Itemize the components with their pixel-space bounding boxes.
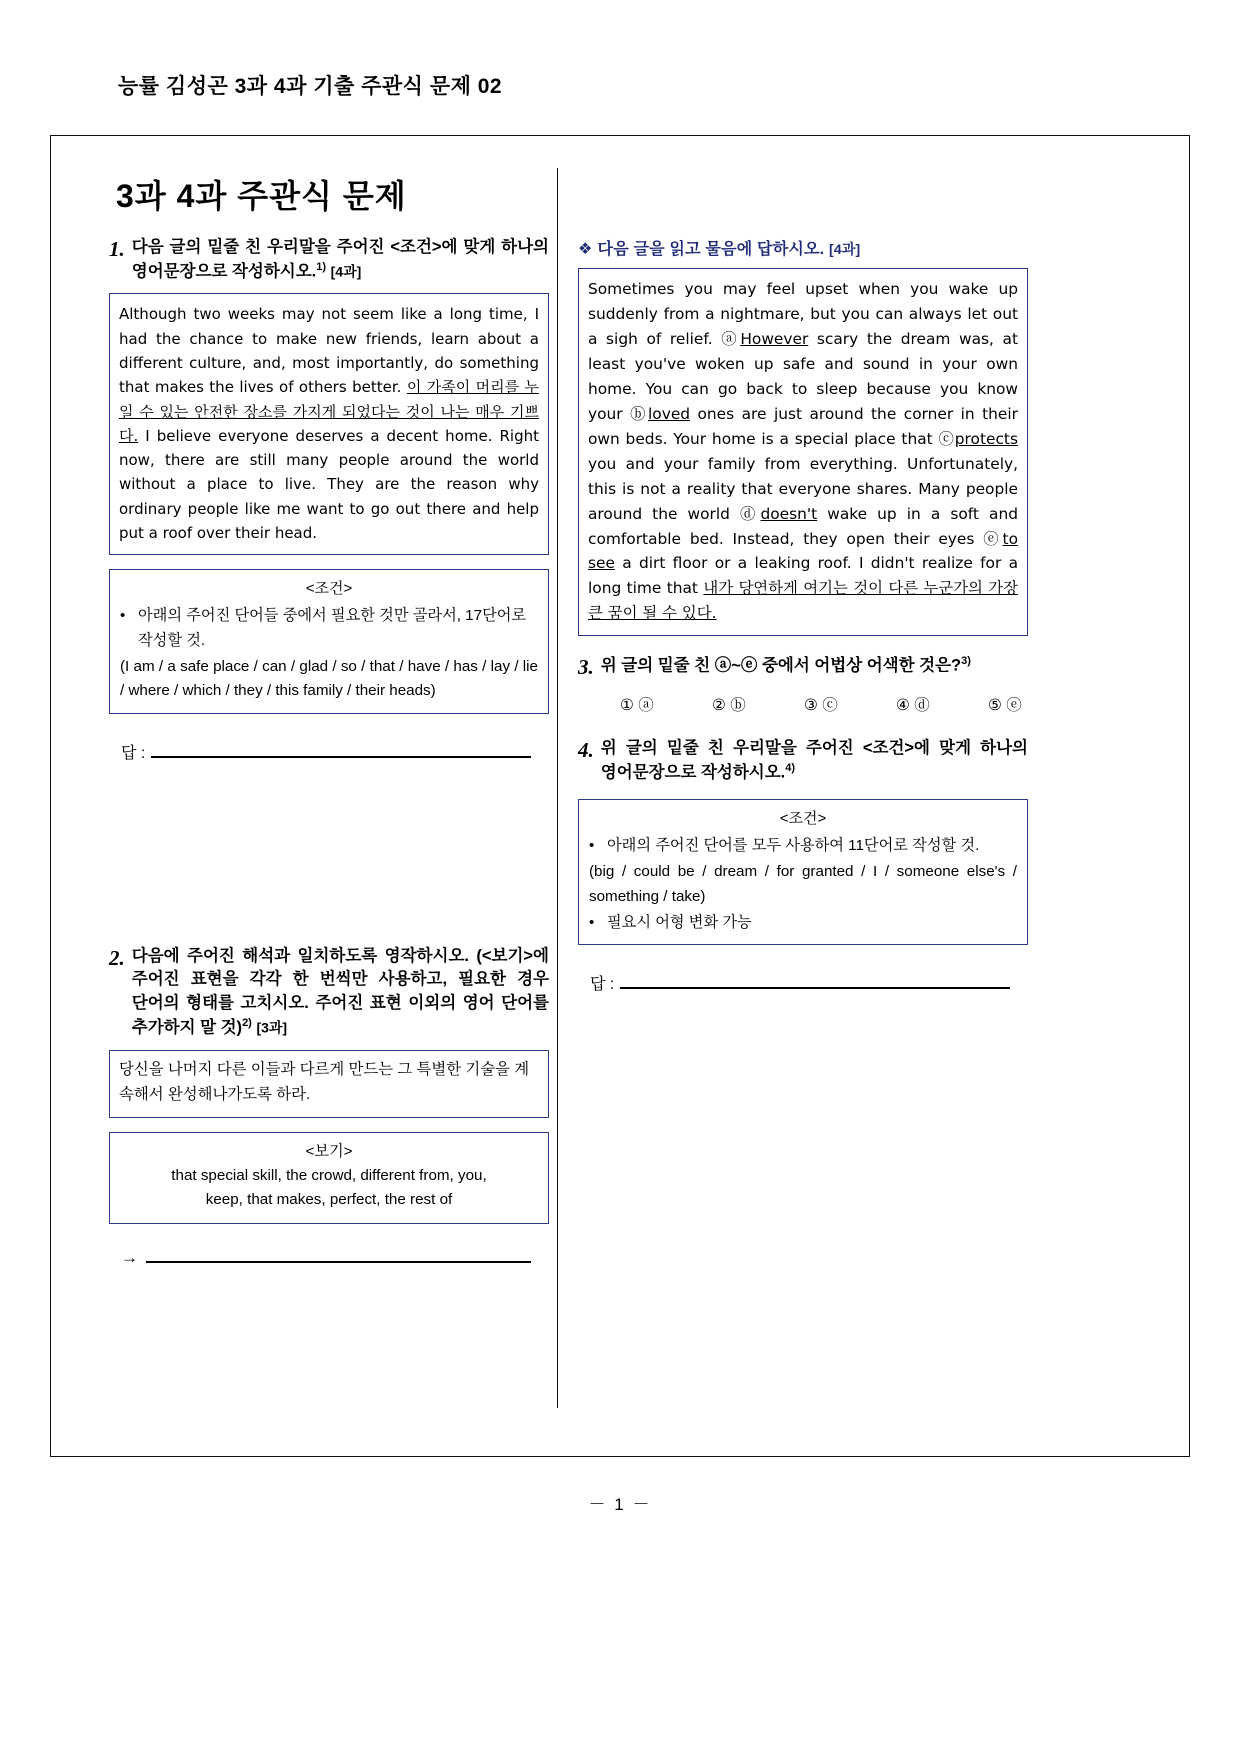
question-2-unit-tag: [3과] — [256, 1019, 288, 1036]
column-spacer — [109, 769, 549, 945]
question-2-korean-sentence: 당신을 나머지 다른 이들과 다르게 만드는 그 특별한 기술을 계속해서 완성해나가도록 하라. — [109, 1050, 549, 1118]
choice-3-number: ③ — [804, 696, 818, 714]
question-2-number: 2. — [109, 945, 125, 970]
question-4-answer-blank[interactable] — [620, 974, 1010, 989]
document-header: 능률 김성곤 3과 4과 기출 주관식 문제 02 — [118, 75, 503, 98]
question-4-condition-box — [578, 799, 1028, 945]
question-2-bogi-line-2: keep, that makes, perfect, the rest of — [205, 1191, 453, 1209]
question-3-heading — [578, 654, 1028, 680]
question-4-answer-line[interactable] — [578, 971, 1028, 994]
passage-mark-e: ⓔ — [983, 529, 1003, 548]
question-4-heading — [578, 737, 1028, 785]
bullet-icon: • — [589, 836, 595, 854]
question-4 — [578, 737, 1028, 995]
question-3-prompt-text: 위 글의 밑줄 친 ⓐ~ⓔ 중에서 어법상 어색한 것은? — [600, 656, 962, 675]
choice-4[interactable] — [896, 693, 988, 715]
question-1-unit-tag: [4과] — [330, 263, 362, 280]
passage-mark-c-text: protects — [954, 429, 1018, 448]
choice-3-letter: ⓒ — [822, 696, 838, 714]
choice-5-letter: ⓔ — [1006, 696, 1022, 714]
passage-mark-b-text: loved — [648, 404, 691, 423]
question-2-prompt-text: 다음에 주어진 해석과 일치하도록 영작하시오. (<보기>에 주어진 표현을 각각 한 번씩만 사용하고, 필요한 경우 단어의 형태를 고치시오. 주어진 표현 이외의 영어 단어를 추가하지 말 것) — [131, 946, 549, 1037]
right-column — [578, 236, 1028, 1000]
question-1-answer-label: 답 : — [121, 744, 146, 762]
question-2-bogi-title: <보기> — [305, 1142, 353, 1160]
left-column — [109, 236, 549, 1274]
choice-4-number: ④ — [896, 696, 910, 714]
question-1-prompt-text: 다음 글의 밑줄 친 우리말을 주어진 <조건>에 맞게 하나의 영어문장으로 작성하시오. — [131, 238, 549, 281]
question-2-bogi-box — [109, 1132, 549, 1224]
passage-2-s6: a dirt floor or a leaking roof. I didn't realize for a long time that — [588, 554, 1018, 598]
passage-2-s2: scary the dream was, at least you've woken up safe and sound in your own home. You can go back to sleep because you know your — [588, 329, 1018, 423]
question-2-answer-line[interactable] — [109, 1248, 549, 1268]
choice-2[interactable] — [712, 693, 804, 715]
question-3-choices — [578, 693, 1028, 715]
question-1-heading — [109, 236, 549, 284]
question-2-heading — [109, 945, 549, 1041]
question-2-answer-blank[interactable] — [146, 1248, 531, 1263]
question-4-answer-label: 답 : — [590, 976, 615, 994]
question-4-condition-bullet-1: 아래의 주어진 단어를 모두 사용하여 11단어로 작성할 것. — [607, 836, 980, 854]
question-1-footnote: 1) — [316, 260, 327, 273]
passage-2-underlined-korean: 내가 당연하게 여기는 것이 다른 누군가의 가장 큰 꿈이 될 수 있다. — [588, 579, 1018, 623]
reading-section-unit-tag: [4과] — [828, 241, 861, 257]
page-number: － 1 － — [588, 1495, 652, 1514]
question-4-condition-words: (big / could be / dream / for granted / I / someone else's / something / take) — [589, 863, 1017, 905]
passage-2-s5: wake up in a soft and comfortable bed. Instead, they open their eyes — [588, 504, 1018, 548]
reading-section-heading-text: 다음 글을 읽고 물음에 답하시오. — [597, 241, 825, 258]
choice-2-number: ② — [712, 696, 726, 714]
passage-2-s1: Sometimes you may feel upset when you wake up suddenly from a nightmare, but you can always let out a sigh of relief. — [588, 280, 1018, 348]
question-4-condition-bullet-row-1 — [589, 834, 1017, 858]
page-frame — [50, 135, 1190, 1457]
choice-5-number: ⑤ — [988, 696, 1002, 714]
question-2-footnote: 2) — [242, 1017, 252, 1030]
question-3-prompt — [601, 654, 1028, 678]
passage-1-underlined-korean: 이 가족이 머리를 누일 수 있는 안전한 장소를 가지게 되었다는 것이 나는 매우 기쁘다. — [119, 378, 539, 445]
passage-2-s4: you and your family from everything. Unfortunately, this is not a reality that everyone shares. Many people around the world — [588, 454, 1018, 523]
question-4-number: 4. — [578, 737, 594, 762]
page-title: 3과 4과 주관식 문제 — [116, 178, 407, 214]
question-2-prompt — [132, 945, 549, 1041]
choice-3[interactable] — [804, 693, 896, 715]
passage-1-part1: Although two weeks may not seem like a long time, I had the chance to make new friends, learn about a different culture, and, most importantly, do something that makes the lives of others better. — [119, 305, 539, 397]
question-1-passage — [109, 293, 549, 555]
question-4-condition-title: <조건> — [779, 809, 827, 827]
choice-1-number: ① — [620, 696, 634, 714]
choice-1[interactable] — [620, 693, 712, 715]
reading-section-heading — [578, 236, 1028, 259]
question-3-footnote: 3) — [961, 655, 971, 668]
bullet-icon: • — [120, 607, 126, 625]
question-4-footnote: 4) — [785, 761, 796, 774]
question-1-answer-line[interactable] — [109, 740, 549, 763]
column-divider — [557, 168, 558, 1408]
passage-mark-c: ⓒ — [938, 429, 955, 448]
choice-1-letter: ⓐ — [638, 696, 654, 714]
question-4-condition-bullet-2: 필요시 어형 변화 가능 — [607, 913, 752, 931]
question-3-number: 3. — [578, 655, 594, 680]
question-1 — [109, 236, 549, 763]
arrow-right-icon: → — [121, 1247, 138, 1267]
passage-mark-b: ⓑ — [630, 404, 649, 423]
passage-mark-a: ⓐ — [721, 329, 741, 348]
question-3 — [578, 654, 1028, 714]
choice-2-letter: ⓑ — [730, 696, 746, 714]
passage-mark-d-text: doesn't — [760, 504, 818, 523]
diamond-icon: ❖ — [578, 241, 593, 258]
passage-mark-d: ⓓ — [739, 504, 761, 523]
passage-mark-a-text: However — [740, 329, 809, 348]
question-4-prompt-text: 위 글의 밑줄 친 우리말을 주어진 <조건>에 맞게 하나의 영어문장으로 작성하시오. — [600, 738, 1028, 782]
question-2-bogi-line-1: that special skill, the crowd, different from, you, — [171, 1166, 487, 1184]
question-4-condition-bullet-row-2 — [589, 911, 1017, 935]
question-1-condition-bullet-row — [120, 604, 538, 653]
question-1-condition-bullet: 아래의 주어진 단어들 중에서 필요한 것만 골라서, 17단어로 작성할 것. — [138, 607, 527, 649]
reading-passage — [578, 268, 1028, 636]
question-1-prompt — [132, 236, 549, 284]
choice-4-letter: ⓓ — [914, 696, 930, 714]
question-1-condition-box — [109, 569, 549, 713]
question-1-answer-blank[interactable] — [151, 743, 531, 758]
passage-2-s3: ones are just around the corner in their own beds. Your home is a special place that — [588, 404, 1018, 448]
question-1-condition-title: <조건> — [305, 580, 353, 598]
passage-1-part2: I believe everyone deserves a decent home. Right now, there are still many people around the world without a place to live. They are the reason why ordinary people like me want to go out there and help put a roof over their head. — [119, 426, 539, 543]
question-2 — [109, 945, 549, 1268]
passage-mark-e-text: to see — [588, 529, 1018, 573]
question-4-prompt — [601, 737, 1028, 785]
bullet-icon: • — [589, 913, 595, 931]
question-1-condition-words: (I am / a safe place / can / glad / so / that / have / has / lay / lie / where / which / they / this family / their heads) — [120, 657, 538, 700]
choice-5[interactable] — [988, 693, 1080, 715]
question-1-number: 1. — [109, 237, 125, 261]
